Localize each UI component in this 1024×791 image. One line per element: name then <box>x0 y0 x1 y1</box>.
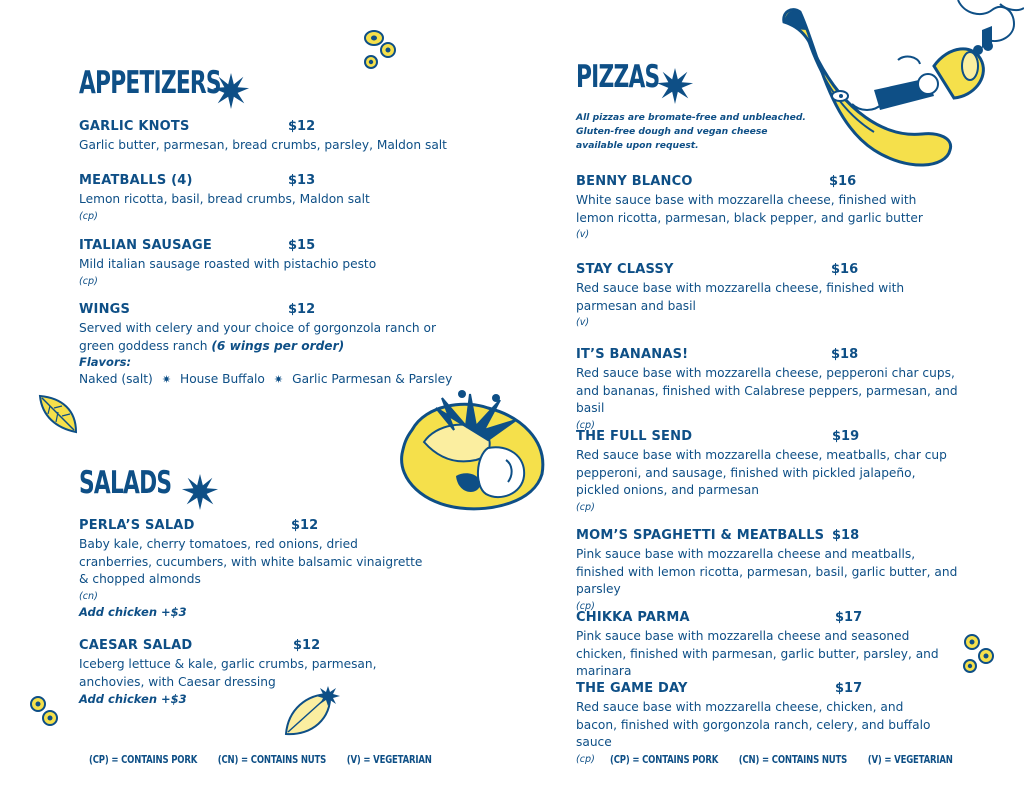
appetizers-heading: APPETIZERS <box>79 65 221 101</box>
item-description: Red sauce base with mozzarella cheese, finished with parmesan and basil <box>576 281 905 313</box>
tomato-illustration <box>396 390 548 514</box>
flavor-option: Naked (salt) <box>79 372 153 386</box>
item-tag: (cp) <box>79 275 98 287</box>
item-price: $12 <box>293 638 321 653</box>
item-description: Red sauce base with mozzarella cheese, pepperoni char cups, and bananas, finished with Calabrese peppers, parmesan, and basil <box>576 366 958 415</box>
salad-item <box>79 638 439 707</box>
item-description-text: Served with celery and your choice of gorgonzola ranch or green goddess ranch <box>79 321 436 353</box>
item-tag: (v) <box>576 317 590 328</box>
item-price: $16 <box>831 262 859 277</box>
pizza-item <box>576 262 976 330</box>
legend-nuts: (CN) = CONTAINS NUTS <box>217 753 327 766</box>
olives-icon <box>958 630 998 678</box>
item-description: Mild italian sausage roasted with pistachio pesto <box>79 257 377 271</box>
item-description: White sauce base with mozzarella cheese, finished with lemon ricotta, parmesan, black pepper, and garlic butter <box>576 193 923 225</box>
item-price: $16 <box>829 174 857 189</box>
pizza-item <box>576 610 976 681</box>
starburst-icon: ✷ <box>273 373 284 386</box>
item-name: PERLA’S SALAD <box>79 518 195 533</box>
item-description-emphasis: (6 wings per order) <box>211 338 345 353</box>
item-price: $17 <box>835 681 863 696</box>
item-name: CHIKKA PARMA <box>576 610 690 625</box>
legend-vegetarian: (V) = VEGETARIAN <box>867 753 953 766</box>
item-tag: (v) <box>576 229 590 240</box>
starburst-icon <box>656 67 694 105</box>
item-description: Pink sauce base with mozzarella cheese and seasoned chicken, finished with parmesan, garlic butter, parsley, and marinara <box>576 629 939 678</box>
item-tag: (cp) <box>79 210 98 222</box>
item-description: Pink sauce base with mozzarella cheese and meatballs, finished with lemon ricotta, parmesan, basil, garlic butter, and parsley <box>576 547 958 596</box>
dietary-legend <box>89 753 452 766</box>
item-name: ITALIAN SAUSAGE <box>79 238 212 253</box>
item-name: MOM’S SPAGHETTI & MEATBALLS <box>576 528 825 543</box>
item-price: $12 <box>288 302 316 317</box>
item-tag: (cn) <box>79 590 98 602</box>
olives-icon <box>28 694 62 728</box>
pizza-item <box>576 429 976 515</box>
item-tag: (cp) <box>576 600 595 612</box>
appetizer-item <box>79 302 479 355</box>
item-name: MEATBALLS (4) <box>79 173 193 188</box>
basil-leaf-icon <box>36 392 82 436</box>
banana-trumpet-illustration <box>778 0 1024 190</box>
flavor-option: Garlic Parmesan & Parsley <box>292 372 453 386</box>
item-price: $18 <box>831 347 859 362</box>
item-price: $12 <box>288 119 316 134</box>
item-name: WINGS <box>79 302 131 317</box>
pizza-item <box>576 347 976 433</box>
legend-nuts: (CN) = CONTAINS NUTS <box>738 753 848 766</box>
item-name: THE GAME DAY <box>576 681 688 696</box>
item-tag: (cp) <box>576 753 595 765</box>
legend-vegetarian: (V) = VEGETARIAN <box>346 753 432 766</box>
item-price: $17 <box>835 610 863 625</box>
salads-heading: SALADS <box>79 465 172 501</box>
item-description <box>79 320 471 355</box>
item-name: IT’S BANANAS! <box>576 347 689 362</box>
pizza-item <box>576 528 976 614</box>
item-description: Red sauce base with mozzarella cheese, meatballs, char cup pepperoni, and sausage, finished with pickled jalapeño, pickled onions, and parmesan <box>576 448 947 497</box>
starburst-icon <box>181 473 219 511</box>
item-tag: (cp) <box>576 419 595 431</box>
legend-pork: (CP) = CONTAINS PORK <box>89 753 198 766</box>
item-tag: (cp) <box>576 501 595 513</box>
appetizer-item <box>79 173 479 224</box>
appetizer-item <box>79 119 479 155</box>
item-name: THE FULL SEND <box>576 429 693 444</box>
item-price: $19 <box>832 429 860 444</box>
appetizer-item <box>79 238 479 289</box>
wing-flavors <box>79 354 452 388</box>
pizza-intro: All pizzas are bromate-free and unbleached. Gluten-free dough and vegan cheese available upon request. <box>576 112 806 151</box>
item-description: Iceberg lettuce & kale, garlic crumbs, parmesan, anchovies, with Caesar dressing <box>79 657 377 689</box>
olives-icon <box>360 28 400 72</box>
item-description: Lemon ricotta, basil, bread crumbs, Maldon salt <box>79 192 370 206</box>
item-name: CAESAR SALAD <box>79 638 193 653</box>
pizzas-heading: PIZZAS <box>576 59 660 95</box>
item-name: STAY CLASSY <box>576 262 674 277</box>
flavors-list <box>79 371 452 388</box>
item-price: $13 <box>288 173 316 188</box>
item-description: Red sauce base with mozzarella cheese, chicken, and bacon, finished with gorgonzola ranch, celery, and buffalo sauce <box>576 700 931 749</box>
pizza-item <box>576 174 976 242</box>
item-addon: Add chicken +$3 <box>79 604 187 619</box>
basil-leaf-icon <box>282 684 342 740</box>
flavors-label: Flavors: <box>79 355 132 369</box>
item-price: $18 <box>832 528 860 543</box>
item-name: BENNY BLANCO <box>576 174 693 189</box>
item-addon: Add chicken +$3 <box>79 692 187 706</box>
item-price: $15 <box>288 238 316 253</box>
dietary-legend <box>610 753 973 766</box>
item-price: $12 <box>291 518 319 533</box>
starburst-icon <box>212 72 250 110</box>
legend-pork: (CP) = CONTAINS PORK <box>610 753 719 766</box>
flavor-option: House Buffalo <box>180 372 265 386</box>
item-description: Baby kale, cherry tomatoes, red onions, dried cranberries, cucumbers, with white balsamic vinaigrette & chopped almonds <box>79 537 423 586</box>
item-description: Garlic butter, parmesan, bread crumbs, parsley, Maldon salt <box>79 138 447 152</box>
starburst-icon: ✷ <box>161 373 172 386</box>
item-name: GARLIC KNOTS <box>79 119 190 134</box>
salad-item <box>79 518 424 620</box>
